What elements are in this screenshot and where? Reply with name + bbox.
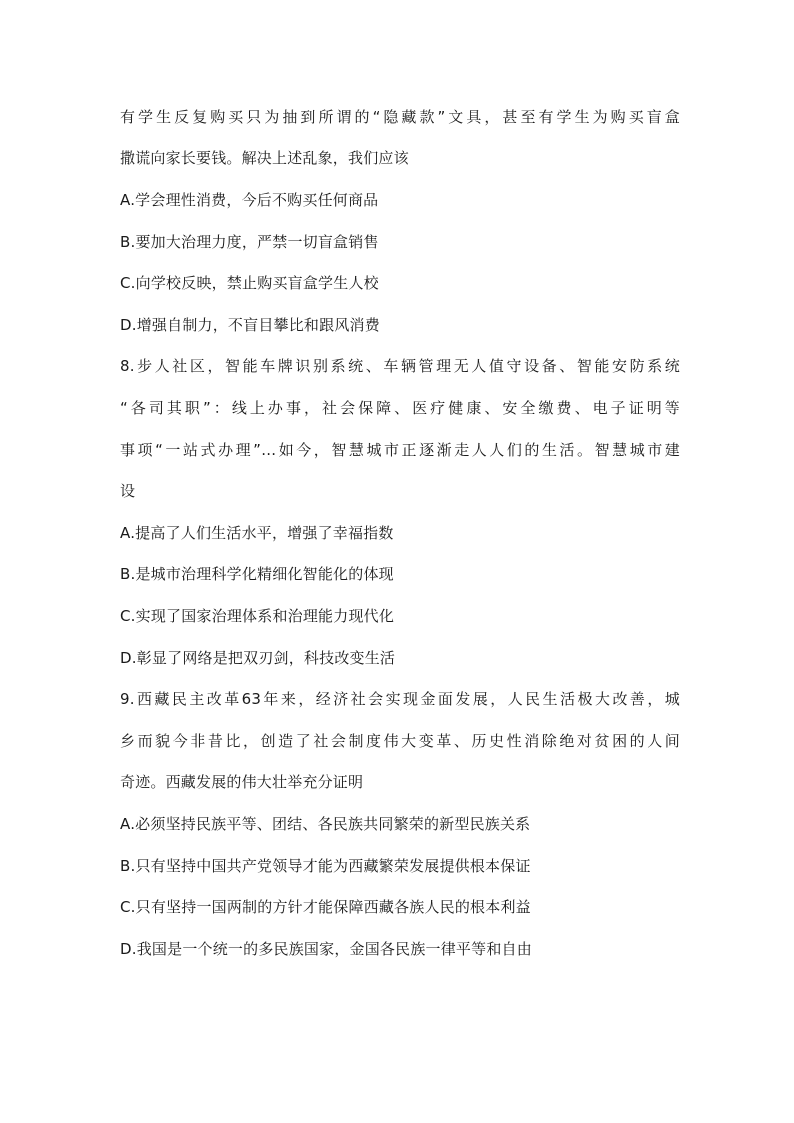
question-7-stem-line-2: 撒谎向家长要钱。解决上述乱象，我们应该 xyxy=(120,149,409,167)
question-8-option-d: D.彰显了网络是把双刃剑，科技改变生活 xyxy=(120,649,396,667)
question-8-stem-line-3: 事项“一站式办理”…如今，智慧城市正逐渐走人人们的生活。智慧城市建 xyxy=(120,441,680,459)
question-8-option-c: C.实现了国家治理体系和治理能力现代化 xyxy=(120,607,395,625)
question-8-stem-line-2: “各司其职”：线上办事，社会保障、医疗健康、安全缴费、电子证明等 xyxy=(120,399,680,417)
question-7-stem-line-1: 有学生反复购买只为抽到所谓的“隐藏款”文具，甚至有学生为购买盲盒 xyxy=(120,108,680,126)
question-8-option-b: B.是城市治理科学化精细化智能化的体现 xyxy=(120,565,394,583)
question-9-stem-line-3: 奇迹。西藏发展的伟大壮举充分证明 xyxy=(120,773,364,791)
question-8-stem-line-1: 8.步人社区，智能车牌识别系统、车辆管理无人值守设备、智能安防系统 xyxy=(120,357,680,375)
question-9-stem-line-2: 乡而貌今非昔比，创造了社会制度伟大变革、历史性消除绝对贫困的人间 xyxy=(120,732,680,750)
question-9-option-b: B.只有坚持中国共产党领导才能为西藏繁荣发展提供根本保证 xyxy=(120,857,531,875)
question-7-option-d: D.增强自制力，不盲目攀比和跟风消费 xyxy=(120,316,380,334)
question-9-option-a: A.必须坚持民族平等、团结、各民族共同繁荣的新型民族关系 xyxy=(120,815,531,833)
question-9-stem-line-1: 9.西藏民主改革63年来，经济社会实现金面发展，人民生活极大改善，城 xyxy=(120,690,680,708)
question-8-option-a: A.提高了人们生活水平，增强了幸福指数 xyxy=(120,524,394,542)
question-9-option-c: C.只有坚持一国两制的方针才能保障西藏各族人民的根本利益 xyxy=(120,898,531,916)
question-8-stem-line-4: 设 xyxy=(120,482,136,500)
question-7-option-a: A.学会理性消费，今后不购买任何商品 xyxy=(120,191,379,209)
question-9-option-d: D.我国是一个统一的多民族国家，金国各民族一律平等和自由 xyxy=(120,940,532,958)
question-7-option-c: C.向学校反映，禁止购买盲盒学生人校 xyxy=(120,274,379,292)
question-7-option-b: B.要加大治理力度，严禁一切盲盒销售 xyxy=(120,233,379,251)
